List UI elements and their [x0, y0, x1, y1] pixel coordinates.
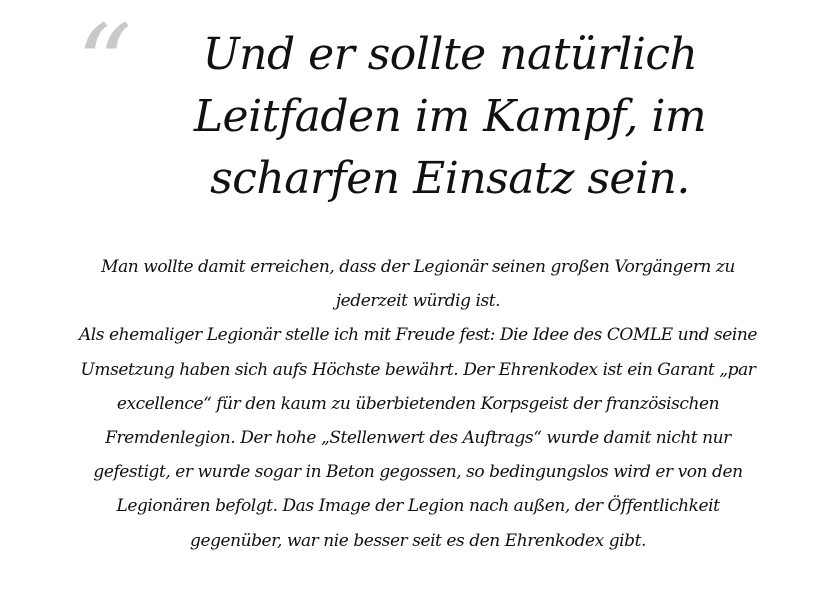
- article-body: [75, 250, 761, 558]
- quote-mark-icon: “: [76, 1, 133, 129]
- paragraph-main: Als ehemaliger Legionär stelle ich mit Freude fest: Die Idee des COMLE und seine Umsetzung haben sich aufs Höchste bewährt. Der Ehrenkodex ist ein Garant „par excellence“ für den kaum zu überbietenden Korpsgeist der französischen Fremdenlegion. Der hohe „Stellenwert des Auftrags“ wurde damit nicht nur gefestigt, er wurde sogar in Beton gegossen, so bedingungslos wird er von den Legionären befolgt. Das Image der Legion nach außen, der Öffentlichkeit gegenüber, war nie besser seit es den Ehrenkodex gibt.: [78, 325, 757, 551]
- pull-quote: Und er sollte natürlich Leitfaden im Kampf, im scharfen Einsatz sein.: [193, 29, 707, 204]
- paragraph-intro: Man wollte damit erreichen, dass der Legionär seinen großen Vorgängern zu jederzeit würdig ist.: [101, 257, 735, 312]
